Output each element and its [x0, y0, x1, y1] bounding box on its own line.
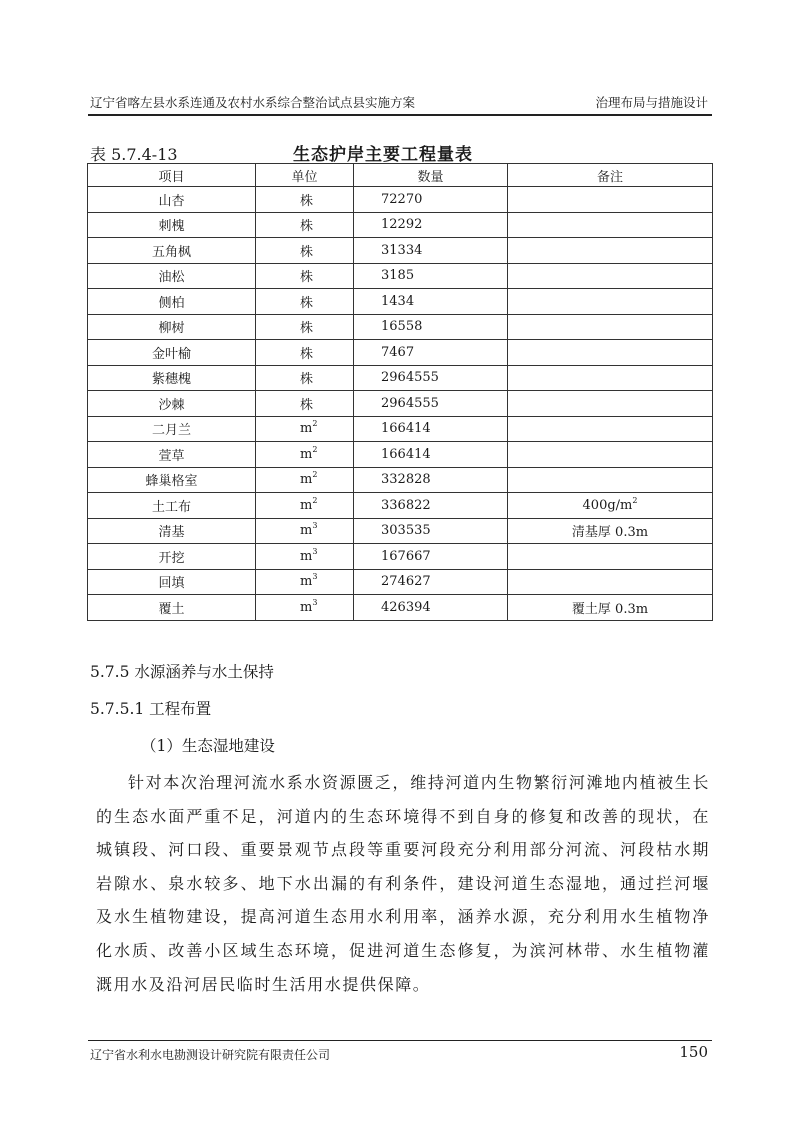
- cell-unit-superscript: 3: [312, 572, 318, 582]
- cell-remark: [508, 467, 713, 493]
- cell-unit: [256, 289, 354, 315]
- cell-quantity-text: 3185: [381, 268, 415, 284]
- cell-quantity-text: 303535: [381, 523, 431, 539]
- cell-remark: [508, 569, 713, 595]
- cell-item-text: 五角枫: [151, 244, 191, 260]
- cell-item-text: 蜂巢格室: [145, 474, 198, 490]
- cell-item: [88, 263, 256, 289]
- cell-quantity-text: 166414: [381, 446, 431, 462]
- item-heading: （1）生态湿地建设: [141, 737, 275, 755]
- cell-remark: [508, 340, 713, 366]
- cell-quantity-text: 166414: [381, 421, 431, 437]
- table-title: 生态护岸主要工程量表: [293, 145, 473, 165]
- cell-unit: [256, 314, 354, 340]
- cell-remark: [508, 595, 713, 621]
- cell-remark-text: 清基厚 0.3m: [571, 525, 649, 541]
- cell-remark-text: 400g/m: [582, 497, 633, 513]
- cell-unit: [256, 569, 354, 595]
- cell-unit: [256, 493, 354, 519]
- cell-unit-text: 株: [300, 295, 314, 311]
- body-text: [96, 766, 710, 1001]
- cell-item: [88, 289, 256, 315]
- cell-unit-superscript: 2: [312, 444, 318, 454]
- table-row: [88, 595, 713, 621]
- table-row: [88, 569, 713, 595]
- cell-remark: [508, 391, 713, 417]
- cell-item: [88, 391, 256, 417]
- table-row: [88, 263, 713, 289]
- column-header-remark: 备注: [508, 164, 713, 187]
- cell-quantity-text: 274627: [381, 574, 431, 590]
- cell-remark: [508, 416, 713, 442]
- cell-unit-text: m: [300, 446, 313, 462]
- header-divider: [88, 114, 712, 116]
- cell-unit: [256, 340, 354, 366]
- cell-unit-superscript: 2: [312, 495, 318, 505]
- table-row: [88, 212, 713, 238]
- cell-remark: [508, 187, 713, 213]
- cell-unit-text: m: [300, 523, 313, 539]
- cell-item-text: 二月兰: [151, 423, 191, 439]
- cell-quantity: [354, 365, 508, 391]
- cell-remark-superscript: 2: [632, 495, 638, 505]
- cell-quantity: [354, 442, 508, 468]
- table-row: [88, 238, 713, 264]
- cell-remark: [508, 365, 713, 391]
- cell-unit: [256, 263, 354, 289]
- cell-unit-text: 株: [300, 193, 314, 209]
- cell-quantity-text: 16558: [381, 319, 423, 335]
- cell-item-text: 萱草: [158, 448, 185, 464]
- table-row: [88, 187, 713, 213]
- cell-item-text: 油松: [158, 270, 185, 286]
- cell-unit-text: m: [300, 599, 313, 615]
- table-row: [88, 544, 713, 570]
- page-number: 150: [679, 1043, 708, 1061]
- cell-item: [88, 365, 256, 391]
- cell-unit: [256, 365, 354, 391]
- cell-quantity: [354, 467, 508, 493]
- cell-quantity-text: 2964555: [381, 395, 439, 411]
- table-number: 表 5.7.4-13: [90, 145, 178, 164]
- cell-unit-text: m: [300, 472, 313, 488]
- cell-unit-superscript: 3: [312, 546, 318, 556]
- cell-quantity: [354, 416, 508, 442]
- table-row: [88, 493, 713, 519]
- cell-quantity: [354, 391, 508, 417]
- footer-divider: [88, 1040, 712, 1041]
- cell-unit-text: 株: [300, 397, 314, 413]
- cell-quantity: [354, 314, 508, 340]
- cell-unit: [256, 391, 354, 417]
- table-row: [88, 518, 713, 544]
- cell-item: [88, 595, 256, 621]
- cell-item: [88, 544, 256, 570]
- cell-remark: [508, 493, 713, 519]
- table-row: [88, 442, 713, 468]
- cell-quantity: [354, 518, 508, 544]
- cell-unit-superscript: 3: [312, 597, 318, 607]
- cell-item-text: 刺槐: [158, 219, 185, 235]
- cell-remark: [508, 518, 713, 544]
- cell-unit-text: 株: [300, 372, 314, 388]
- cell-item-text: 开挖: [158, 550, 185, 566]
- cell-quantity: [354, 569, 508, 595]
- cell-unit-superscript: 2: [312, 419, 318, 429]
- cell-quantity: [354, 595, 508, 621]
- cell-item: [88, 212, 256, 238]
- cell-unit: [256, 187, 354, 213]
- footer-organization: 辽宁省水利水电勘测设计研究院有限责任公司: [90, 1048, 331, 1062]
- table-row: [88, 365, 713, 391]
- cell-item: [88, 467, 256, 493]
- cell-unit-text: m: [300, 421, 313, 437]
- cell-item-text: 覆土: [158, 601, 185, 617]
- cell-unit: [256, 544, 354, 570]
- column-header-unit: 单位: [256, 164, 354, 187]
- cell-item-text: 回填: [158, 576, 185, 592]
- quantity-table: [87, 163, 713, 621]
- cell-remark: [508, 238, 713, 264]
- cell-unit-superscript: 3: [312, 521, 318, 531]
- cell-unit-text: 株: [300, 321, 314, 337]
- cell-item-text: 清基: [158, 525, 185, 541]
- table-row: [88, 340, 713, 366]
- cell-quantity-text: 72270: [381, 191, 423, 207]
- cell-unit-text: 株: [300, 219, 314, 235]
- cell-item: [88, 416, 256, 442]
- cell-unit: [256, 442, 354, 468]
- cell-unit-text: m: [300, 497, 313, 513]
- cell-item: [88, 493, 256, 519]
- cell-remark: [508, 263, 713, 289]
- table-row: [88, 391, 713, 417]
- cell-unit-superscript: 2: [312, 470, 318, 480]
- table-row: [88, 467, 713, 493]
- cell-item: [88, 518, 256, 544]
- cell-quantity-text: 31334: [381, 242, 423, 258]
- cell-remark: [508, 212, 713, 238]
- cell-unit-text: 株: [300, 346, 314, 362]
- subsection-heading: 5.7.5.1 工程布置: [90, 700, 212, 718]
- cell-quantity-text: 332828: [381, 472, 431, 488]
- cell-unit: [256, 416, 354, 442]
- cell-item-text: 金叶榆: [151, 346, 191, 362]
- cell-remark: [508, 544, 713, 570]
- cell-item-text: 土工布: [151, 499, 191, 515]
- cell-quantity: [354, 544, 508, 570]
- cell-quantity: [354, 340, 508, 366]
- cell-item: [88, 187, 256, 213]
- cell-quantity: [354, 238, 508, 264]
- cell-unit: [256, 518, 354, 544]
- cell-quantity: [354, 187, 508, 213]
- cell-unit: [256, 595, 354, 621]
- cell-unit: [256, 212, 354, 238]
- cell-item: [88, 442, 256, 468]
- cell-remark-text: 覆土厚 0.3m: [571, 601, 649, 617]
- cell-unit: [256, 467, 354, 493]
- cell-quantity: [354, 289, 508, 315]
- cell-quantity-text: 336822: [381, 497, 431, 513]
- cell-item: [88, 569, 256, 595]
- cell-item-text: 柳树: [158, 321, 185, 337]
- cell-quantity-text: 167667: [381, 548, 431, 564]
- cell-unit-text: m: [300, 574, 313, 590]
- header-document-title: 辽宁省喀左县水系连通及农村水系综合整治试点县实施方案: [90, 95, 416, 110]
- cell-quantity-text: 1434: [381, 293, 415, 309]
- cell-item-text: 山杏: [158, 193, 185, 209]
- cell-quantity-text: 2964555: [381, 370, 439, 386]
- cell-remark: [508, 289, 713, 315]
- cell-quantity: [354, 263, 508, 289]
- cell-quantity-text: 426394: [381, 599, 431, 615]
- section-heading: 5.7.5 水源涵养与水土保持: [90, 663, 274, 681]
- cell-remark: [508, 314, 713, 340]
- table-header-row: [88, 164, 713, 187]
- table-row: [88, 289, 713, 315]
- cell-unit: [256, 238, 354, 264]
- table-body: [88, 187, 713, 621]
- cell-quantity: [354, 212, 508, 238]
- column-header-quantity: 数量: [354, 164, 508, 187]
- table-row: [88, 416, 713, 442]
- cell-item-text: 紫穗槐: [151, 372, 191, 388]
- cell-item: [88, 340, 256, 366]
- cell-quantity-text: 7467: [381, 344, 415, 360]
- body-paragraph: 针对本次治理河流水系水资源匮乏，维持河道内生物繁衍河滩地内植被生长的生态水面严重不足，河道内的生态环境得不到自身的修复和改善的现状，在城镇段、河口段、重要景观节点段等重要河段充分利用部分河流、河段枯水期岩隙水、泉水较多、地下水出漏的有利条件，建设河道生态湿地，通过拦河堰及水生植物建设，提高河道生态用水利用率，涵养水源，充分利用水生植物净化水质、改善小区域生态环境，促进河道生态修复，为滨河林带、水生植物灌溉用水及沿河居民临时生活用水提供保障。: [96, 773, 710, 994]
- cell-item-text: 沙棘: [158, 397, 185, 413]
- cell-item: [88, 238, 256, 264]
- cell-unit-text: 株: [300, 244, 314, 260]
- cell-unit-text: 株: [300, 270, 314, 286]
- cell-item: [88, 314, 256, 340]
- cell-unit-text: m: [300, 548, 313, 564]
- table-row: [88, 314, 713, 340]
- header-chapter-title: 治理布局与措施设计: [595, 95, 708, 110]
- cell-item-text: 侧柏: [158, 295, 185, 311]
- cell-remark: [508, 442, 713, 468]
- cell-quantity-text: 12292: [381, 217, 423, 233]
- cell-quantity: [354, 493, 508, 519]
- column-header-item: 项目: [88, 164, 256, 187]
